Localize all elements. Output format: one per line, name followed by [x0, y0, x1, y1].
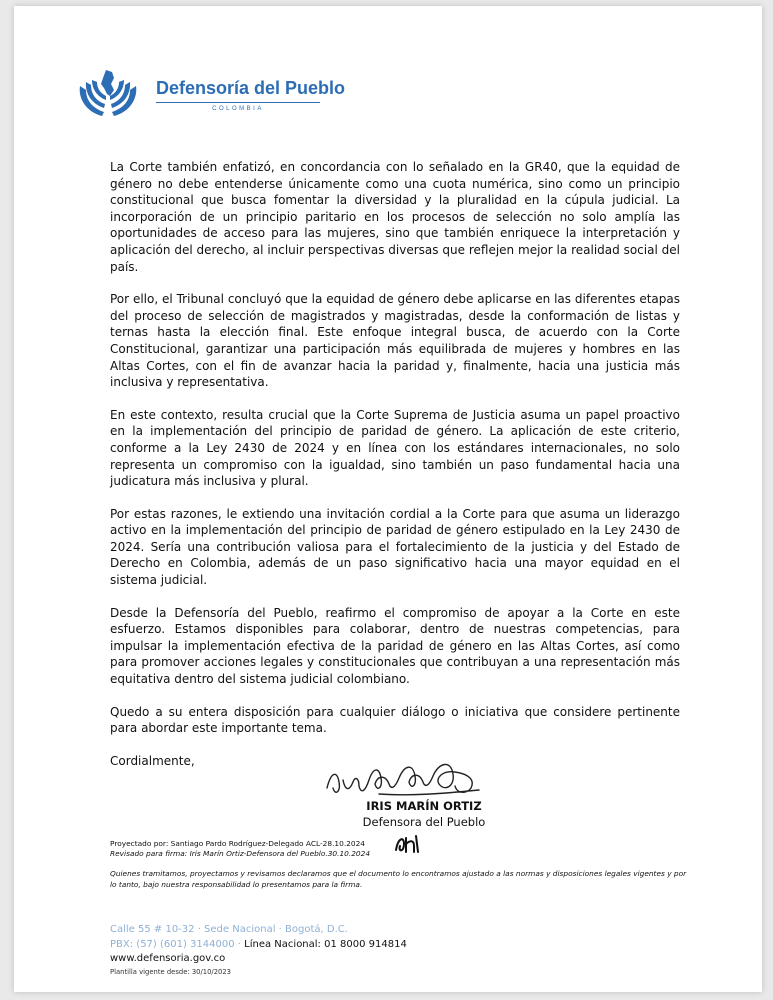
footer-address: Calle 55 # 10-32 · Sede Nacional · Bogotá, D.C.	[110, 924, 348, 935]
paragraph-2: Por ello, el Tribunal concluyó que la equidad de género debe aplicarse en las diferentes etapas del proceso de selección de magistrados y magistradas, desde la conformación de listas y ternas hasta la elección final. Este enfoque integral busca, de acuerdo con la Corte Constitucional, garantizar una participación más equilibrada de mujeres y hombres en las Altas Cortes, con el fin de avanzar hacia la paridad y, finalmente, hacia una justicia más inclusiva y representativa.	[110, 292, 680, 390]
initials-mark	[392, 832, 422, 856]
paragraph-5: Desde la Defensoría del Pueblo, reafirmo el compromiso de apoyar a la Corte en este esfuerzo. Estamos disponibles para colaborar, dentro de nuestras competencias, para impulsar la implementación efectiva de la paridad de género en las Altas Cortes, así como para promover acciones legales y constitucionales que contribuyan a una representación más equitativa dentro del sistema judicial colombiano.	[110, 605, 680, 687]
logo-divider	[156, 102, 320, 103]
signer-name: IRIS MARÍN ORTIZ	[366, 799, 482, 813]
footer-pbx: PBX: (57) (601) 3144000 ·	[110, 938, 241, 950]
defensoria-logo	[76, 66, 346, 126]
org-name: Defensoría del Pueblo	[156, 78, 346, 98]
hands-map-icon	[76, 66, 140, 120]
projected-by: Proyectado por: Santiago Pardo Rodríguez-Delegado ACL-28.10.2024	[110, 839, 365, 848]
letter-footer	[110, 923, 407, 977]
responsibility-disclaimer: Quienes tramitamos, proyectamos y revisamos declaramos que el documento lo encontramos ajustado a las normas y disposiciones legales vigentes y por lo tanto, bajo nuestra responsabilidad lo presentamos para la firma.	[110, 869, 687, 889]
paragraph-6: Quedo a su entera disposición para cualquier diálogo o iniciativa que considere pertinente para abordar este importante tema.	[110, 704, 680, 736]
org-country: COLOMBIA	[212, 106, 264, 112]
footer-national-line: Línea Nacional: 01 8000 914814	[244, 938, 407, 950]
template-validity: Plantilla vigente desde: 30/10/2023	[110, 967, 231, 976]
reviewed-by: Revisado para firma: Iris Marín Ortiz-Defensora del Pueblo.30.10.2024	[110, 849, 371, 858]
footer-website[interactable]: www.defensoria.gov.co	[110, 953, 226, 964]
paragraph-1: La Corte también enfatizó, en concordancia con lo señalado en la GR40, que la equidad de género no debe entenderse únicamente como una cuota numérica, sino como un principio constitucional que busca fomentar la diversidad y la pluralidad en la cúpula judicial. La incorporación de un principio paritario en los procesos de selección no solo amplía las oportunidades de acceso para las mujeres, sino que también enriquece la interpretación y aplicación del derecho, al incluir perspectivas diversas que reflejen mejor la realidad social del país.	[110, 160, 680, 274]
letter-page	[14, 6, 762, 992]
paragraph-3: En este contexto, resulta crucial que la Corte Suprema de Justicia asuma un papel proactivo en la implementación del principio de paridad de género. La aplicación de este criterio, conforme a la Ley 2430 de 2024 y en línea con los estándares internacionales, no solo representa un compromiso con la igualdad, sino también un paso fundamental hacia una judicatura más inclusiva y plural.	[110, 407, 680, 489]
signer-role: Defensora del Pueblo	[362, 815, 486, 829]
letter-body	[110, 159, 680, 785]
closing: Cordialmente,	[110, 753, 195, 768]
footer-phones	[110, 938, 407, 953]
paragraph-4: Por estas razones, le extiendo una invitación cordial a la Corte para que asuma un liderazgo activo en la implementación del principio de paridad de género estipulado en la Ley 2430 de 2024. Sería una contribución valiosa para el fortalecimiento de la justicia y del Estado de Derecho en Colombia, además de un paso significativo hacia una mayor equidad en el sistema judicial.	[110, 506, 680, 588]
